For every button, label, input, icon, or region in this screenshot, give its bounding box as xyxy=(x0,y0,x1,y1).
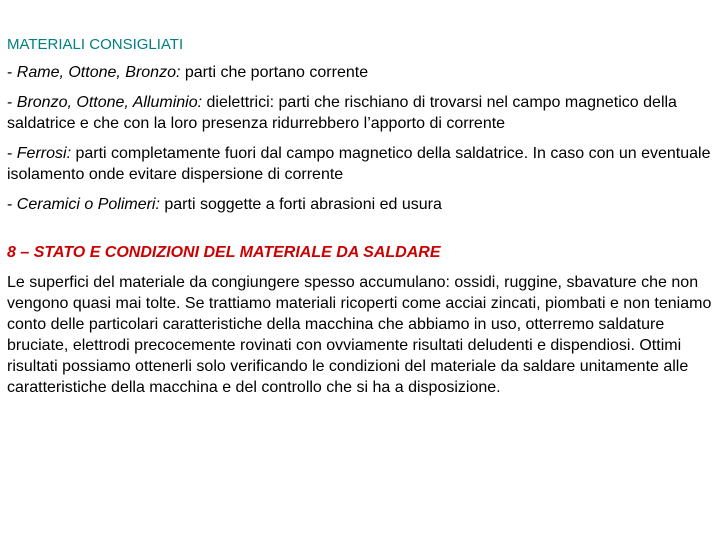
item-text: parti completamente fuori dal campo magnetico della saldatrice. In caso con un eventuale isolamento onde evitare dispersione di corrente xyxy=(7,145,711,183)
item-prefix: - xyxy=(7,196,17,213)
item-italic-label: Ferrosi: xyxy=(16,145,72,162)
list-item xyxy=(7,92,713,134)
item-text: parti che portano corrente xyxy=(180,64,369,81)
list-item xyxy=(7,143,713,185)
list-item xyxy=(7,62,713,83)
item-text: dielettrici: parti che rischiano di trovarsi nel campo magnetico della saldatrice e che con la loro presenza ridurrebbero l’apporto di corrente xyxy=(7,94,677,132)
item-prefix: - xyxy=(7,94,17,111)
materials-heading: MATERIALI CONSIGLIATI xyxy=(7,36,184,53)
item-italic-label: Bronzo, Ottone, Alluminio: xyxy=(16,94,203,111)
item-prefix: - xyxy=(7,145,17,162)
section-paragraph: Le superfici del materiale da congiungere spesso accumulano: ossidi, ruggine, sbavature che non vengono quasi mai tolte. Se trattiamo materiali ricoperti come acciai zincati, piombati e non teniamo conto delle particolari caratteristiche della macchina che abbiamo in uso, otterremo saldature bruciate, elettrodi precocemente rovinati con ovviamente risultati deludenti e dispendiosi. Ottimi risultati possiamo ottenerli solo verificando le condizioni del materiale da saldare unitamente alle caratteristiche della macchina e del controllo che si ha a disposizione. xyxy=(7,274,712,396)
item-prefix: - xyxy=(7,64,17,81)
section-title: 8 – STATO E CONDIZIONI DEL MATERIALE DA SALDARE xyxy=(7,244,441,261)
slide-content xyxy=(7,34,713,398)
item-italic-label: Rame, Ottone, Bronzo: xyxy=(16,64,181,81)
item-text: parti soggette a forti abrasioni ed usura xyxy=(159,196,442,213)
item-italic-label: Ceramici o Polimeri: xyxy=(16,196,160,213)
list-item xyxy=(7,194,713,215)
